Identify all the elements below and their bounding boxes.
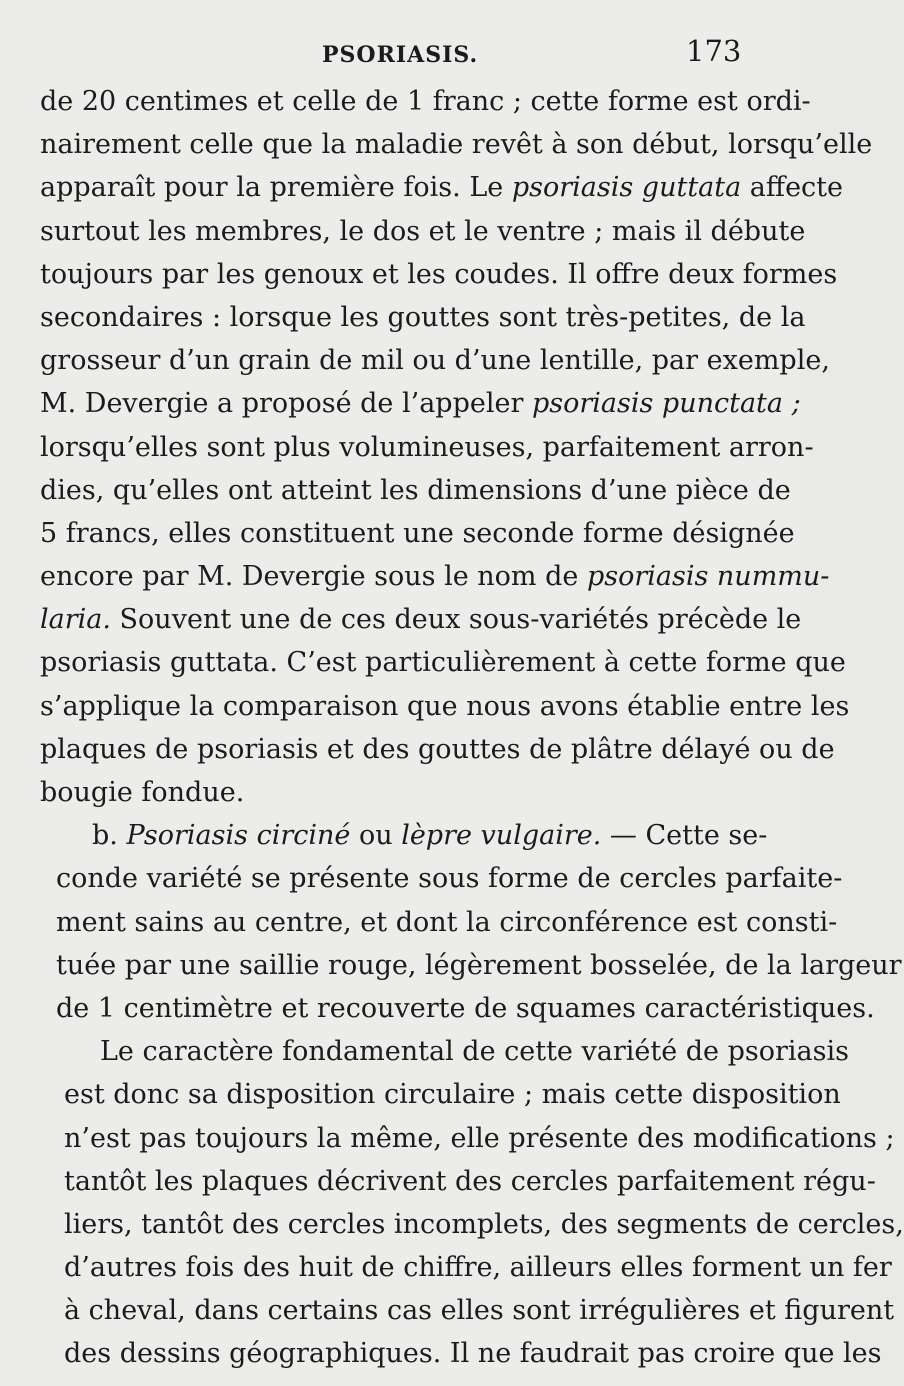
italic-term: laria. (40, 604, 111, 636)
text-line: apparaît pour la première fois. Le psoriasis guttata affecte (40, 172, 844, 204)
text-line: tuée par une saillie rouge, légèrement bosselée, de la largeur (56, 949, 902, 981)
body-text (40, 80, 904, 1376)
text-line: grosseur d’un grain de mil ou d’une lentille, par exemple, (40, 345, 830, 377)
text-line: psoriasis guttata. C’est particulièrement à cette forme que (40, 647, 846, 679)
page-number: 173 (686, 34, 742, 68)
text-line: des dessins géographiques. Il ne faudrait pas croire que les (64, 1338, 882, 1370)
text-line: encore par M. Devergie sous le nom de psoriasis nummu- (40, 561, 830, 593)
text-line: à cheval, dans certains cas elles sont irrégulières et figurent (64, 1295, 895, 1327)
italic-term: Psoriasis circiné (126, 820, 351, 852)
paragraph (40, 1030, 904, 1376)
text-line: dies, qu’elles ont atteint les dimensions d’une pièce de (40, 474, 791, 506)
text-line: lorsqu’elles sont plus volumineuses, parfaitement arron- (40, 431, 814, 463)
text-line: de 1 centimètre et recouverte de squames caractéristiques. (56, 992, 875, 1024)
text-line: surtout les membres, le dos et le ventre ; mais il débute (40, 215, 806, 247)
text-line: Le caractère fondamental de cette variété de psoriasis (100, 1036, 849, 1068)
text-line: plaques de psoriasis et des gouttes de plâtre délayé ou de (40, 733, 835, 765)
text-line: n’est pas toujours la même, elle présente des modifications ; (64, 1122, 895, 1154)
text-line: toujours par les genoux et les coudes. Il offre deux formes (40, 258, 838, 290)
running-head (0, 34, 800, 74)
paragraph (40, 80, 873, 814)
italic-term: psoriasis guttata (511, 172, 742, 204)
text-line: conde variété se présente sous forme de cercles parfaite- (56, 863, 843, 895)
text-line: laria. Souvent une de ces deux sous-variétés précède le (40, 604, 802, 636)
text-line: liers, tantôt des cercles incomplets, des segments de cercles, (64, 1208, 904, 1240)
text-line: tantôt les plaques décrivent des cercles parfaitement régu- (64, 1165, 876, 1197)
italic-term: psoriasis punctata ; (531, 388, 801, 420)
italic-term: psoriasis nummu- (586, 561, 830, 593)
paragraph (40, 814, 902, 1030)
text-line: d’autres fois des huit de chiffre, ailleurs elles forment un fer (64, 1252, 892, 1284)
text-line: M. Devergie a proposé de l’appeler psoriasis punctata ; (40, 388, 801, 420)
text-line: de 20 centimes et celle de 1 franc ; cette forme est ordi- (40, 86, 811, 117)
text-line: b. Psoriasis circiné ou lèpre vulgaire. — Cette se- (92, 820, 768, 852)
text-line: 5 francs, elles constituent une seconde forme désignée (40, 517, 795, 549)
text-line: est donc sa disposition circulaire ; mais cette disposition (64, 1079, 841, 1111)
text-line: bougie fondue. (40, 777, 245, 808)
text-line: nairement celle que la maladie revêt à son début, lorsqu’elle (40, 129, 873, 161)
italic-term: lèpre vulgaire. (401, 820, 602, 852)
text-line: secondaires : lorsque les gouttes sont très-petites, de la (40, 301, 806, 333)
running-title: PSORIASIS. (322, 42, 479, 68)
text-line: ment sains au centre, et dont la circonférence est consti- (56, 906, 838, 938)
text-line: s’applique la comparaison que nous avons établie entre les (40, 690, 850, 722)
